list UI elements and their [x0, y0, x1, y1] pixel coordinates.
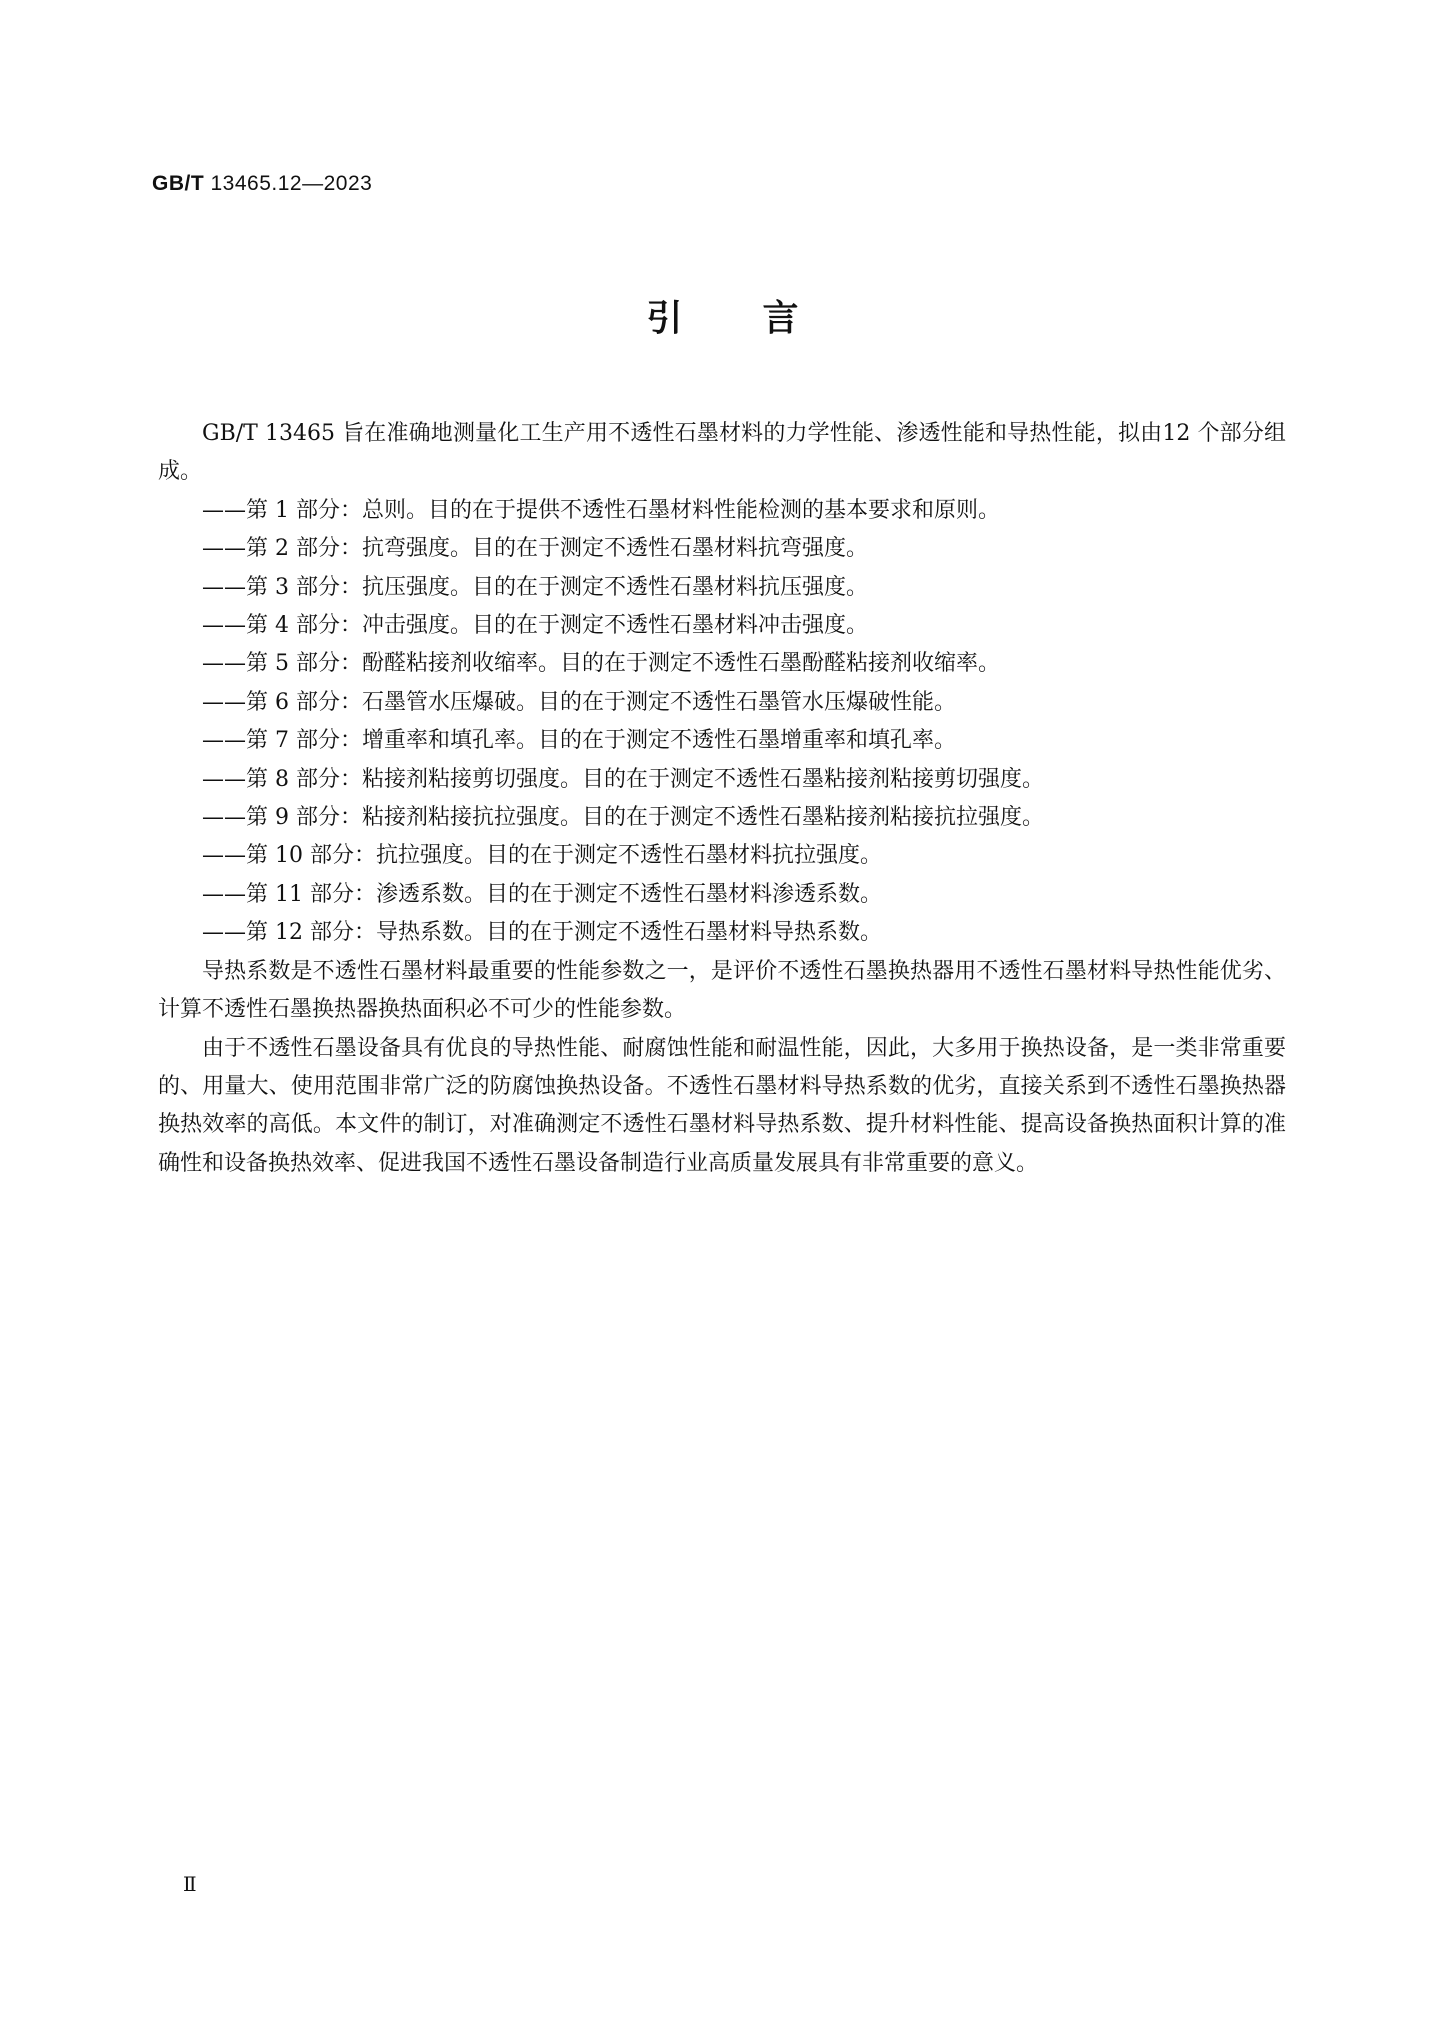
- list-item-part-9: ——第 9 部分：粘接剂粘接抗拉强度。目的在于测定不透性石墨粘接剂粘接抗拉强度。: [202, 805, 1044, 831]
- thermal-conductivity-paragraph: 导热系数是不透性石墨材料最重要的性能参数之一，是评价不透性石墨换热器用不透性石墨材料导热性能优劣、计算不透性石墨换热器换热面积必不可少的性能参数。: [158, 958, 1286, 1023]
- parts-list: [158, 492, 1286, 953]
- list-item-part-4: ——第 4 部分：冲击强度。目的在于测定不透性石墨材料冲击强度。: [202, 613, 868, 639]
- page-title: 引言: [646, 298, 879, 339]
- page-number: Ⅱ: [183, 1872, 197, 1896]
- list-item-part-6: ——第 6 部分：石墨管水压爆破。目的在于测定不透性石墨管水压爆破性能。: [202, 689, 956, 715]
- list-item-part-12: ——第 12 部分：导热系数。目的在于测定不透性石墨材料导热系数。: [202, 920, 882, 946]
- document-body: [158, 415, 1286, 1183]
- list-item-part-7: ——第 7 部分：增重率和填孔率。目的在于测定不透性石墨增重率和填孔率。: [202, 728, 956, 754]
- document-code-prefix: GB/T: [152, 172, 205, 195]
- list-item-part-2: ——第 2 部分：抗弯强度。目的在于测定不透性石墨材料抗弯强度。: [202, 536, 868, 562]
- significance-paragraph: 由于不透性石墨设备具有优良的导热性能、耐腐蚀性能和耐温性能，因此，大多用于换热设备，是一类非常重要的、用量大、使用范围非常广泛的防腐蚀换热设备。不透性石墨材料导热系数的优劣，直接关系到不透性石墨换热器换热效率的高低。本文件的制订，对准确测定不透性石墨材料导热系数、提升材料性能、提高设备换热面积计算的准确性和设备换热效率、促进我国不透性石墨设备制造行业高质量发展具有非常重要的意义。: [158, 1035, 1286, 1176]
- list-item-part-8: ——第 8 部分：粘接剂粘接剪切强度。目的在于测定不透性石墨粘接剂粘接剪切强度。: [202, 766, 1044, 792]
- document-code: [152, 172, 372, 196]
- document-code-number: 13465.12—2023: [204, 172, 373, 195]
- intro-paragraph: GB/T 13465 旨在准确地测量化工生产用不透性石墨材料的力学性能、渗透性能和导热性能，拟由12 个部分组成。: [158, 421, 1286, 485]
- list-item-part-5: ——第 5 部分：酚醛粘接剂收缩率。目的在于测定不透性石墨酚醛粘接剂收缩率。: [202, 651, 1000, 677]
- list-item-part-10: ——第 10 部分：抗拉强度。目的在于测定不透性石墨材料抗拉强度。: [202, 843, 882, 869]
- list-item-part-11: ——第 11 部分：渗透系数。目的在于测定不透性石墨材料渗透系数。: [202, 881, 882, 907]
- list-item-part-3: ——第 3 部分：抗压强度。目的在于测定不透性石墨材料抗压强度。: [202, 574, 868, 600]
- list-item-part-1: ——第 1 部分：总则。目的在于提供不透性石墨材料性能检测的基本要求和原则。: [202, 497, 1000, 523]
